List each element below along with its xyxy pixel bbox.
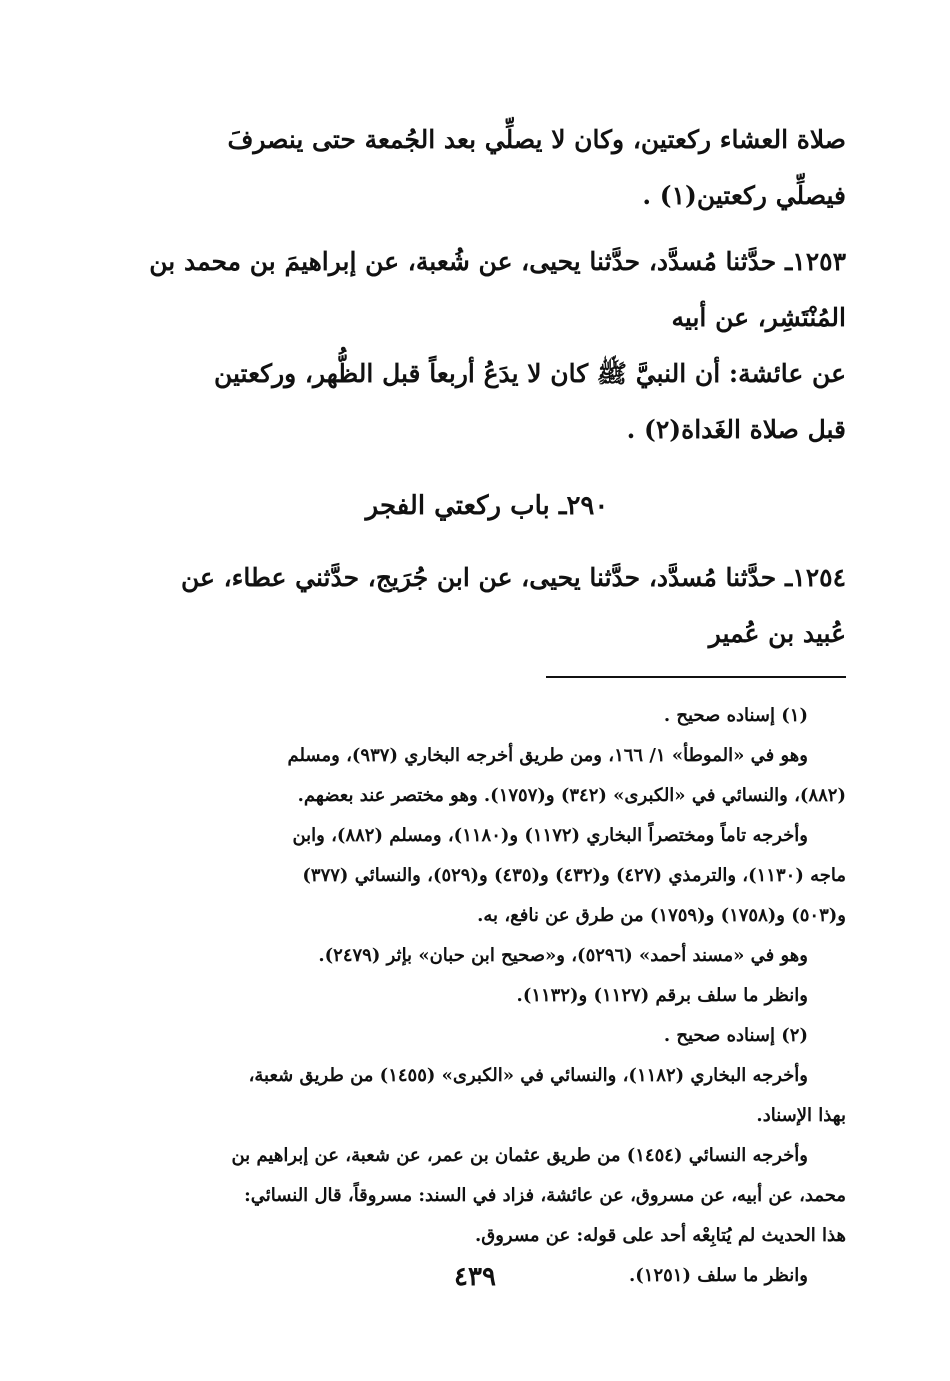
text-line: ١٢٥٤ـ حدَّثنا مُسدَّد، حدَّثنا يحيى، عن ابن جُرَيج، حدَّثني عطاء، عن	[180, 563, 846, 592]
footnote-line: و(٥٠٣) و(١٧٥٨) و(١٧٥٩) من طرق عن نافع، به.	[477, 905, 846, 926]
text-line: ١٢٥٣ـ حدَّثنا مُسدَّد، حدَّثنا يحيى، عن شُعبة، عن إبراهيمَ بن محمد بن	[149, 247, 846, 276]
text-line: قبل صلاة الغَداة(٢) .	[626, 415, 846, 444]
matn-paragraph	[128, 346, 846, 458]
text-line: المُنْتَشِر، عن أبيه	[671, 303, 846, 332]
chapter-heading: ٢٩٠ـ باب ركعتي الفجر	[365, 491, 609, 521]
main-text-paragraph	[128, 112, 846, 224]
text-line: عُبيد بن عُمير	[708, 619, 846, 648]
text-line: فيصلِّي ركعتين(١) .	[642, 181, 846, 210]
footnote-line: هذا الحديث لم يُتابِعْه أحد على قوله: عن مسروق.	[474, 1225, 846, 1246]
footnote-line: وانظر ما سلف (١٢٥١).	[629, 1265, 808, 1286]
hadith-1254-paragraph	[128, 550, 846, 662]
hadith-1253-paragraph	[128, 234, 846, 346]
footnote-line: ماجه (١١٣٠)، والترمذي (٤٢٧) و(٤٣٢) و(٤٣٥) و(٥٢٩)، والنسائي (٣٧٧)	[302, 865, 846, 886]
page-content	[128, 112, 846, 1296]
page-number: ٤٣٩	[454, 1262, 496, 1292]
footnote-line: وانظر ما سلف برقم (١١٢٧) و(١١٣٢).	[516, 985, 808, 1006]
text-line: عن عائشة: أن النبيَّ ﷺ كان لا يدَعُ أربعاً قبل الظُّهر، وركعتين	[213, 359, 846, 388]
footnote-separator	[546, 676, 846, 678]
footnote-line: بهذا الإسناد.	[756, 1105, 846, 1126]
footnote-line: وهو في «الموطأ» ١/ ١٦٦، ومن طريق أخرجه البخاري (٩٣٧)، ومسلم	[287, 745, 808, 766]
footnote-line: وأخرجه النسائي (١٤٥٤) من طريق عثمان بن عمر، عن شعبة، عن إبراهيم بن	[231, 1145, 808, 1166]
footnote-line: وهو في «مسند أحمد» (٥٢٩٦)، و«صحيح ابن حبان» بإثر (٢٤٧٩).	[318, 945, 808, 966]
text-line: صلاة العشاء ركعتين، وكان لا يصلِّي بعد الجُمعة حتى ينصرفَ	[227, 125, 846, 154]
footnote-line: (٨٨٢)، والنسائي في «الكبرى» (٣٤٢) و(١٧٥٧). وهو مختصر عند بعضهم.	[297, 785, 846, 806]
footnote-line: وأخرجه البخاري (١١٨٢)، والنسائي في «الكبرى» (١٤٥٥) من طريق شعبة،	[248, 1065, 808, 1086]
footnotes-section	[128, 696, 846, 1296]
footnote-line: وأخرجه تاماً ومختصراً البخاري (١١٧٢) و(١١٨٠)، ومسلم (٨٨٢)، وابن	[292, 825, 808, 846]
footnote-line: (٢) إسناده صحيح .	[663, 1025, 808, 1046]
footnote-line: (١) إسناده صحيح .	[663, 705, 808, 726]
footnote-line: محمد، عن أبيه، عن مسروق، عن عائشة، فزاد في السند: مسروقاً، قال النسائي:	[244, 1185, 846, 1206]
